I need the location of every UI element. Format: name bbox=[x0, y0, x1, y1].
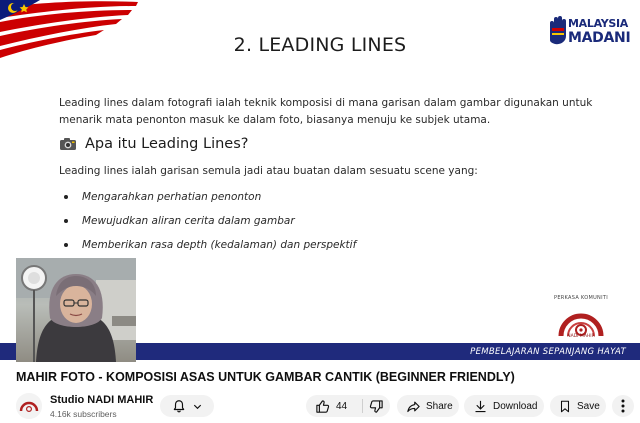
presenter-webcam bbox=[16, 258, 136, 362]
bookmark-icon bbox=[558, 399, 572, 414]
slide-bullet: Memberikan rasa depth (kedalaman) dan perspektif bbox=[64, 233, 356, 257]
dislike-button[interactable] bbox=[363, 395, 390, 417]
channel-avatar[interactable] bbox=[16, 393, 42, 419]
subscriber-count: 4.16k subscribers bbox=[50, 409, 117, 419]
download-button[interactable] bbox=[464, 395, 544, 417]
download-icon bbox=[473, 399, 488, 414]
share-button[interactable] bbox=[397, 395, 459, 417]
like-count: 44 bbox=[336, 400, 348, 412]
slide-heading bbox=[59, 136, 248, 152]
logo-text-madani: MADANI bbox=[568, 30, 631, 46]
slide-intro-line: Leading lines dalam fotografi ialah teknik komposisi di mana garisan dalam gambar digunakan untuk bbox=[59, 97, 593, 109]
channel-avatar-logo bbox=[16, 393, 42, 419]
footer-banner-text: PEMBELAJARAN SEPANJANG HAYAT bbox=[470, 347, 626, 357]
download-label: Download bbox=[493, 400, 538, 412]
share-arrow-icon bbox=[406, 399, 421, 414]
slide-subtext: Leading lines ialah garisan semula jadi atau buatan dalam sesuatu scene yang: bbox=[59, 165, 478, 177]
share-label: Share bbox=[426, 400, 453, 412]
slide-title: 2. LEADING LINES bbox=[233, 34, 407, 56]
channel-name[interactable]: Studio NADI MAHIR bbox=[50, 394, 154, 406]
thumbs-up-icon bbox=[315, 399, 330, 414]
community-logo-text: PERKASA KOMUNITI bbox=[554, 295, 608, 301]
community-logo-subtext: NADI MAHIR bbox=[567, 334, 595, 339]
save-label: Save bbox=[577, 400, 600, 412]
more-vertical-icon bbox=[621, 399, 625, 413]
slide-heading-text: Apa itu Leading Lines? bbox=[85, 136, 249, 152]
slide-intro-line: menarik mata penonton masuk ke dalam foto, biasanya menuju ke subjek utama. bbox=[59, 114, 491, 126]
video-title: MAHIR FOTO - KOMPOSISI ASAS UNTUK GAMBAR CANTIK (BEGINNER FRIENDLY) bbox=[16, 370, 515, 384]
thumbs-down-icon bbox=[369, 399, 384, 414]
save-button[interactable] bbox=[550, 395, 606, 417]
notification-bell-button[interactable] bbox=[160, 395, 214, 417]
presenter-figure bbox=[16, 258, 136, 362]
slide-bullet: Mengarahkan perhatian penonton bbox=[64, 185, 356, 209]
like-button[interactable] bbox=[306, 395, 362, 417]
logo-text-malaysia: MALAYSIA bbox=[568, 17, 629, 30]
bell-icon bbox=[172, 399, 186, 413]
more-actions-button[interactable] bbox=[612, 395, 634, 417]
chevron-down-icon bbox=[192, 401, 203, 412]
slide-bullet: Mewujudkan aliran cerita dalam gambar bbox=[64, 209, 356, 233]
like-dislike-group bbox=[306, 395, 390, 417]
camera-icon bbox=[59, 137, 77, 151]
slide-intro bbox=[59, 95, 599, 129]
slide-bullet-list bbox=[64, 185, 356, 257]
